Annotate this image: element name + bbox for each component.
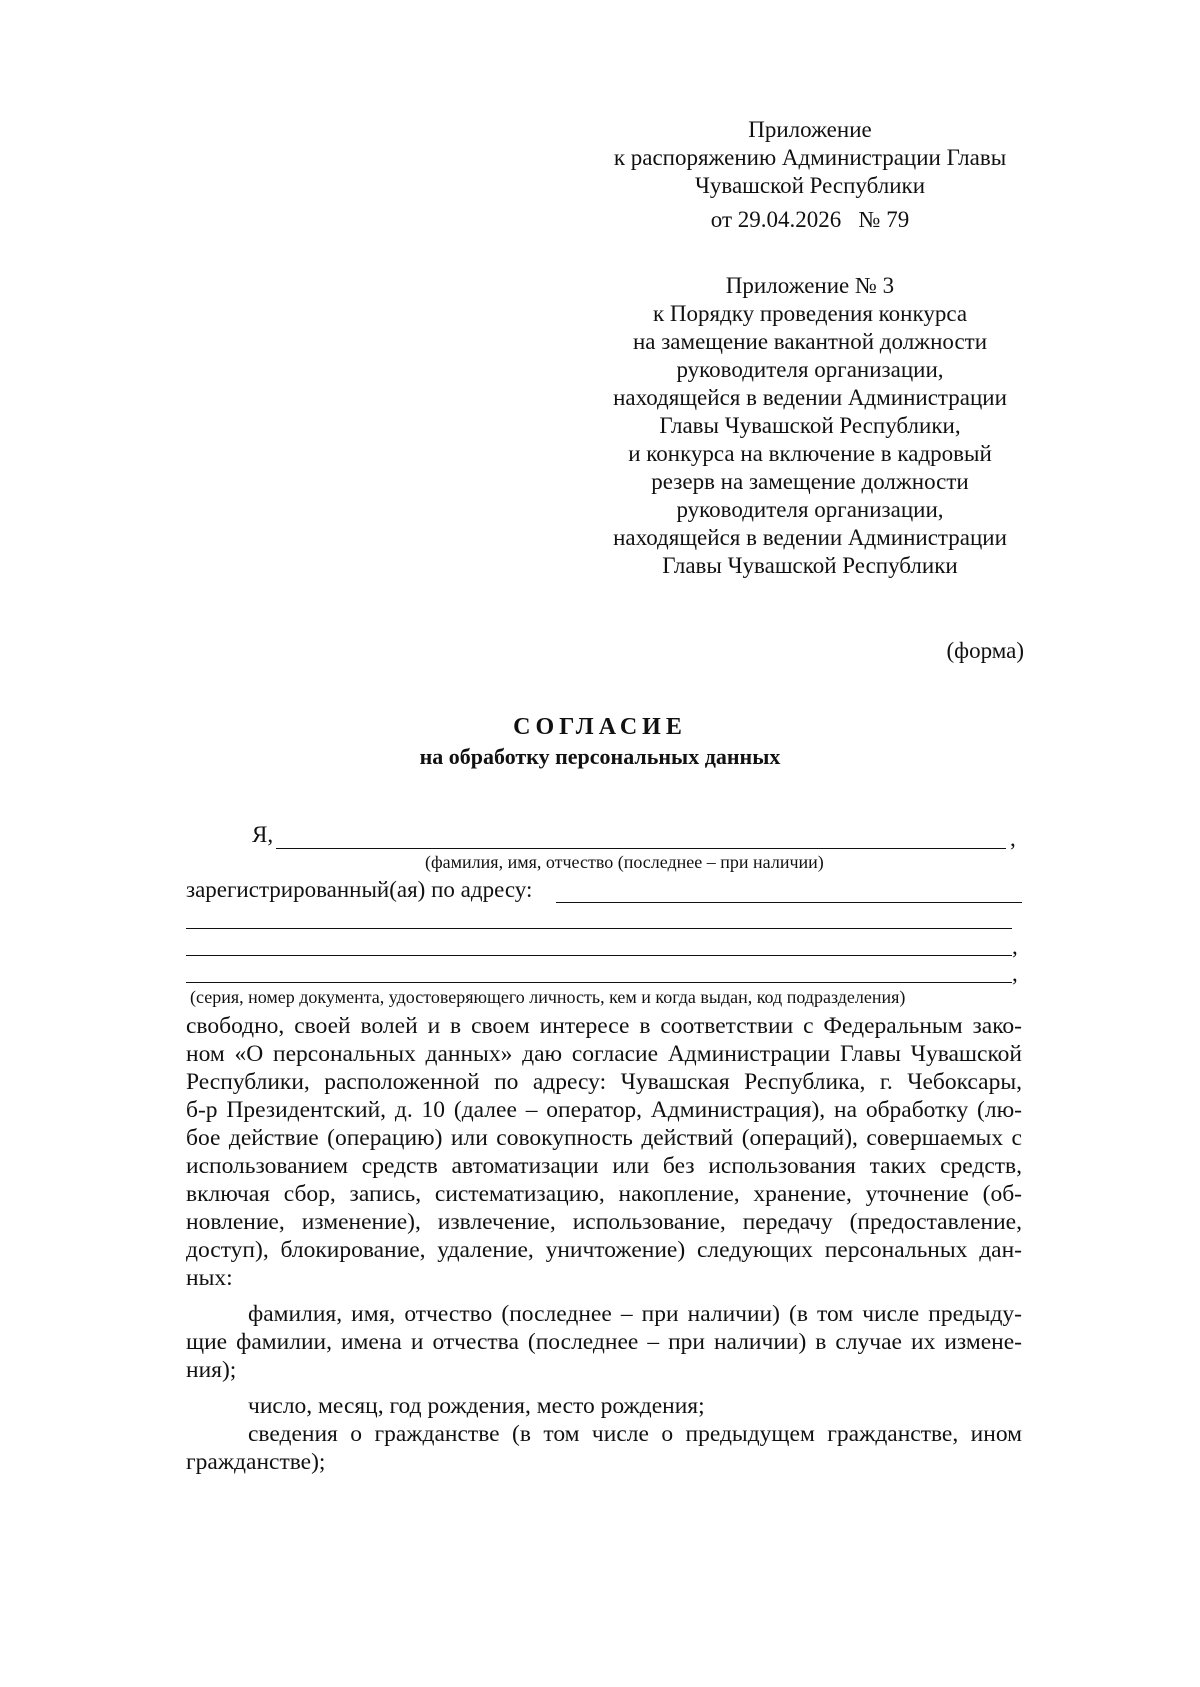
- fio-item-line: фамилия, имя, отчество (последнее – при наличии) (в том числе предыду-: [248, 1301, 1022, 1327]
- consent-body: [186, 1012, 1022, 1476]
- line-comma: ,: [1012, 961, 1018, 986]
- body-line: использованием средств автоматизации или без использования таких средств,: [186, 1153, 1022, 1179]
- appendix-date-number: от 29.04.2026 № 79: [710, 207, 910, 232]
- appendix-3-line: и конкурса на включение в кадровый: [628, 441, 992, 466]
- fio-item-line: ния);: [186, 1357, 237, 1383]
- appendix-3-header: [600, 272, 1020, 580]
- body-line: ном «О персональных данных» даю согласие Администрации Главы Чувашской: [186, 1041, 1022, 1067]
- appendix-3-line: руководителя организации,: [676, 357, 944, 382]
- body-line: свободно, своей волей и в своем интересе в соответствии с Федеральным зако-: [186, 1013, 1022, 1039]
- fio-caption: (фамилия, имя, отчество (последнее – при наличии): [425, 852, 824, 872]
- body-line: ных:: [186, 1265, 233, 1291]
- appendix-3-line: к Порядку проведения конкурса: [652, 301, 968, 326]
- appendix-label: Приложение: [748, 117, 872, 142]
- appendix-3-line: находящейся в ведении Администрации: [613, 385, 1007, 410]
- form-label: (форма): [946, 638, 1024, 663]
- appendix-3-line: руководителя организации,: [676, 497, 944, 522]
- fio-item-line: щие фамилии, имена и отчества (последнее – при наличии) в случае их измене-: [186, 1329, 1022, 1355]
- body-line: б-р Президентский, д. 10 (далее – оператор, Администрация), на обработку (лю-: [186, 1097, 1022, 1123]
- document-input-line-2[interactable]: [186, 982, 1012, 983]
- body-line: доступ), блокирование, удаление, уничтожение) следующих персональных дан-: [186, 1237, 1022, 1263]
- appendix-3-line: Приложение № 3: [725, 273, 895, 298]
- body-line: включая сбор, запись, систематизацию, накопление, хранение, уточнение (об-: [186, 1181, 1022, 1207]
- appendix-order-line: к распоряжению Администрации Главы: [613, 145, 1007, 170]
- appendix-3-line: Главы Чувашской Республики: [662, 553, 958, 578]
- document-caption: (серия, номер документа, удостоверяющего личность, кем и когда выдан, код подразделения): [190, 987, 906, 1007]
- appendix-republic-line: Чувашской Республики: [694, 173, 926, 198]
- citizenship-item-line: сведения о гражданстве (в том числе о предыдущем гражданстве, ином: [248, 1421, 1022, 1447]
- address-label: зарегистрированный(ая) по адресу:: [186, 877, 533, 902]
- body-line: Республики, расположенной по адресу: Чувашская Республика, г. Чебоксары,: [186, 1069, 1022, 1095]
- appendix-3-line: на замещение вакантной должности: [632, 329, 988, 354]
- appendix-3-line: находящейся в ведении Администрации: [613, 525, 1007, 550]
- document-input-line-1[interactable]: [186, 955, 1012, 956]
- body-line: бое действие (операцию) или совокупность действий (операций), совершаемых с: [186, 1125, 1022, 1151]
- line-comma: ,: [1012, 934, 1018, 959]
- appendix-3-line: резерв на замещение должности: [651, 469, 969, 494]
- body-line: новление, изменение), извлечение, использование, передачу (предоставление,: [186, 1209, 1022, 1235]
- address-input-line[interactable]: [556, 902, 1022, 903]
- address-input-line-2[interactable]: [186, 928, 1012, 929]
- document-title: СОГЛАСИЕ: [513, 714, 687, 740]
- fio-comma: ,: [1010, 826, 1016, 851]
- appendix-header: [600, 116, 1020, 234]
- document-subtitle: на обработку персональных данных: [419, 744, 781, 769]
- ya-label: Я,: [252, 822, 274, 847]
- appendix-3-line: Главы Чувашской Республики,: [659, 413, 961, 438]
- fio-input-line[interactable]: [276, 848, 1006, 849]
- citizenship-item-line: гражданстве);: [186, 1449, 326, 1475]
- birth-item: число, месяц, год рождения, место рождения;: [248, 1393, 705, 1419]
